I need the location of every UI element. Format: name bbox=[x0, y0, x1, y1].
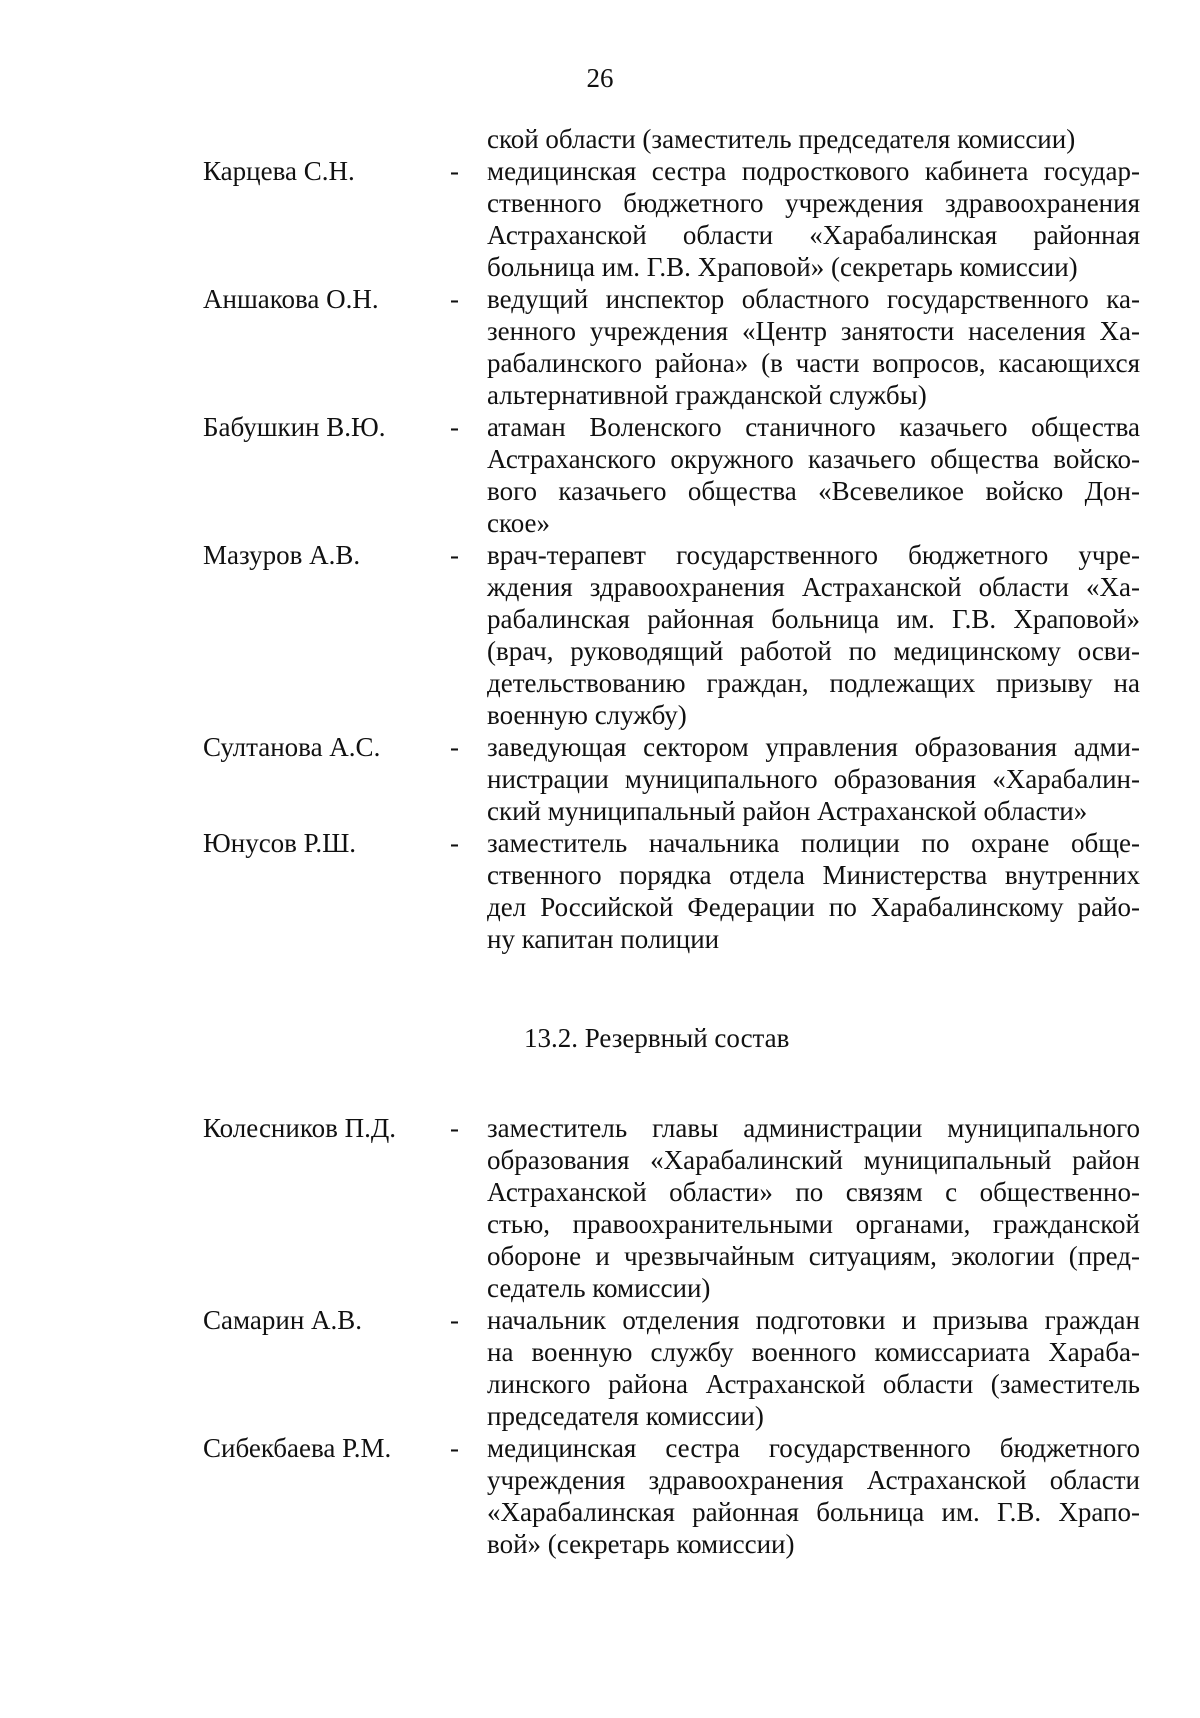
description-line: дел Российской Федерации по Харабалинскому райо- bbox=[487, 892, 1140, 922]
description-line: заместитель главы администрации муниципального bbox=[487, 1113, 1140, 1143]
member-dash: - bbox=[450, 540, 459, 570]
description-line: «Харабалинская районная больница им. Г.В. Храпо- bbox=[487, 1497, 1140, 1527]
member-dash: - bbox=[450, 732, 459, 762]
description-line: медицинская сестра подросткового кабинета государ- bbox=[487, 156, 1140, 186]
description-line: Астраханской области «Харабалинская районная bbox=[487, 220, 1140, 250]
description-line: медицинская сестра государственного бюджетного bbox=[487, 1433, 1140, 1463]
member-dash: - bbox=[450, 1305, 459, 1335]
description-line: начальник отделения подготовки и призыва граждан bbox=[487, 1305, 1140, 1335]
member-description bbox=[487, 731, 1140, 827]
description-line: заместитель начальника полиции по охране обще- bbox=[487, 828, 1140, 858]
member-name: Карцева С.Н. bbox=[203, 156, 355, 186]
member-name: Мазуров А.В. bbox=[203, 540, 361, 570]
member-name: Самарин А.В. bbox=[203, 1305, 363, 1335]
description-line: образования «Харабалинский муниципальный район bbox=[487, 1145, 1140, 1175]
description-line: рабалинского района» (в части вопросов, касающихся bbox=[487, 348, 1140, 378]
member-row bbox=[0, 1304, 1200, 1432]
member-name: Аншакова О.Н. bbox=[203, 284, 379, 314]
description-line: председателя комиссии) bbox=[487, 1401, 764, 1431]
description-line: рабалинская районная больница им. Г.В. Храповой» bbox=[487, 604, 1140, 634]
description-line: врач-терапевт государственного бюджетного учре- bbox=[487, 540, 1140, 570]
member-description bbox=[487, 1304, 1140, 1432]
description-line: вого казачьего общества «Всевеликое войско Дон- bbox=[487, 476, 1140, 506]
description-line: ждения здравоохранения Астраханской области «Ха- bbox=[487, 572, 1140, 602]
member-dash: - bbox=[450, 828, 459, 858]
description-line: альтернативной гражданской службы) bbox=[487, 380, 927, 410]
member-row bbox=[0, 155, 1200, 283]
description-line: вой» (секретарь комиссии) bbox=[487, 1529, 795, 1559]
description-line: нистрации муниципального образования «Харабалин- bbox=[487, 764, 1140, 794]
description-line: Астраханского окружного казачьего общества войско- bbox=[487, 444, 1140, 474]
member-row bbox=[0, 827, 1200, 955]
description-line: седатель комиссии) bbox=[487, 1273, 711, 1303]
reserve-members-list bbox=[0, 1112, 1200, 1560]
section-heading: 13.2. Резервный состав bbox=[524, 1023, 790, 1053]
description-line: линского района Астраханской области (заместитель bbox=[487, 1369, 1140, 1399]
description-line: стью, правоохранительными органами, гражданской bbox=[487, 1209, 1140, 1239]
description-line: ский муниципальный район Астраханской области» bbox=[487, 796, 1088, 826]
member-name: Султанова А.С. bbox=[203, 732, 381, 762]
member-dash: - bbox=[450, 156, 459, 186]
description-line: ское» bbox=[487, 508, 551, 538]
description-line: (врач, руководящий работой по медицинскому осви- bbox=[487, 636, 1140, 666]
description-line: военную службу) bbox=[487, 700, 687, 730]
description-line: больница им. Г.В. Храповой» (секретарь комиссии) bbox=[487, 252, 1078, 282]
description-line: обороне и чрезвычайным ситуациям, экологии (пред- bbox=[487, 1241, 1140, 1271]
member-description bbox=[487, 1432, 1140, 1560]
member-row bbox=[0, 731, 1200, 827]
description-line: детельствованию граждан, подлежащих призыву на bbox=[487, 668, 1140, 698]
member-description bbox=[487, 827, 1140, 955]
continuation-text: ской области (заместитель председателя комиссии) bbox=[487, 124, 1076, 154]
description-line: ну капитан полиции bbox=[487, 924, 720, 954]
member-description bbox=[487, 155, 1140, 283]
member-name: Сибекбаева Р.М. bbox=[203, 1433, 392, 1463]
description-line: заведующая сектором управления образования адми- bbox=[487, 732, 1140, 762]
member-row bbox=[0, 1112, 1200, 1304]
member-name: Юнусов Р.Ш. bbox=[203, 828, 357, 858]
member-row bbox=[0, 539, 1200, 731]
member-row bbox=[0, 411, 1200, 539]
main-members-list bbox=[0, 155, 1200, 955]
member-dash: - bbox=[450, 412, 459, 442]
member-name: Бабушкин В.Ю. bbox=[203, 412, 386, 442]
member-description bbox=[487, 1112, 1140, 1304]
member-description bbox=[487, 539, 1140, 731]
member-description bbox=[487, 283, 1140, 411]
description-line: Астраханской области» по связям с общественно- bbox=[487, 1177, 1140, 1207]
member-dash: - bbox=[450, 1433, 459, 1463]
description-line: ведущий инспектор областного государственного ка- bbox=[487, 284, 1140, 314]
member-dash: - bbox=[450, 284, 459, 314]
page-number: 26 bbox=[586, 63, 614, 93]
description-line: атаман Воленского станичного казачьего общества bbox=[487, 412, 1140, 442]
description-line: ственного порядка отдела Министерства внутренних bbox=[487, 860, 1140, 890]
description-line: учреждения здравоохранения Астраханской области bbox=[487, 1465, 1140, 1495]
member-row bbox=[0, 283, 1200, 411]
member-row bbox=[0, 1432, 1200, 1560]
description-line: зенного учреждения «Центр занятости населения Ха- bbox=[487, 316, 1140, 346]
description-line: на военную службу военного комиссариата Хараба- bbox=[487, 1337, 1140, 1367]
member-description bbox=[487, 411, 1140, 539]
description-line: ственного бюджетного учреждения здравоохранения bbox=[487, 188, 1140, 218]
member-dash: - bbox=[450, 1113, 459, 1143]
member-name: Колесников П.Д. bbox=[203, 1113, 396, 1143]
